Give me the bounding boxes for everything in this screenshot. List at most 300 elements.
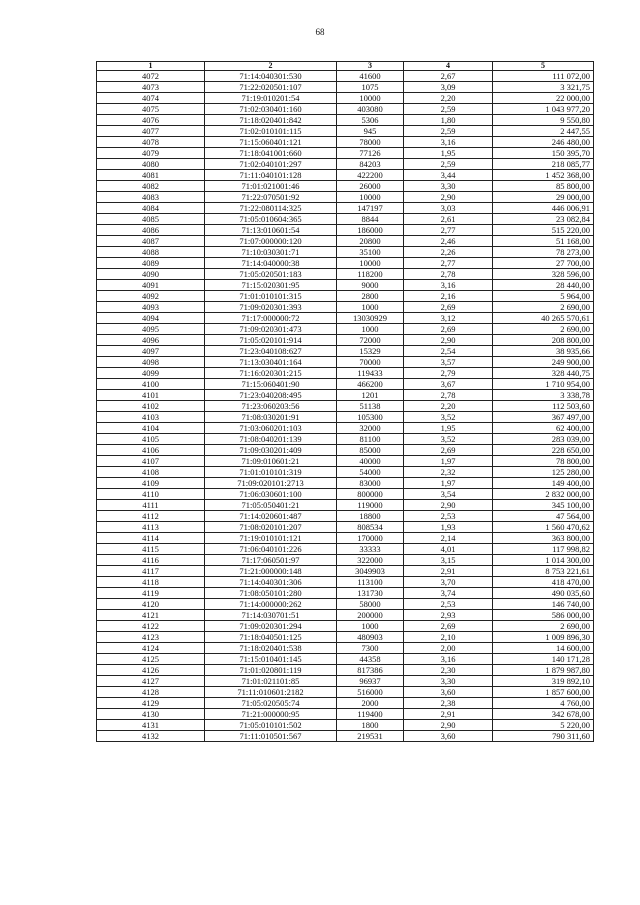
area-cell: 322000 (337, 555, 404, 566)
table-row (97, 434, 594, 445)
rate-cell: 3,09 (404, 82, 493, 93)
rate-cell: 2,90 (404, 192, 493, 203)
area-cell: 70000 (337, 357, 404, 368)
area-cell: 10000 (337, 258, 404, 269)
area-cell: 9000 (337, 280, 404, 291)
amount-cell: 150 395,70 (493, 148, 594, 159)
column-header-1: 1 (97, 62, 205, 71)
rate-cell: 1,97 (404, 456, 493, 467)
amount-cell: 515 220,00 (493, 225, 594, 236)
amount-cell: 446 006,91 (493, 203, 594, 214)
cadastral-number-cell: 71:22:070501:92 (205, 192, 337, 203)
amount-cell: 23 082,84 (493, 214, 594, 225)
rate-cell: 3,57 (404, 357, 493, 368)
table-row (97, 511, 594, 522)
table-row (97, 148, 594, 159)
table-row (97, 489, 594, 500)
area-cell: 119433 (337, 368, 404, 379)
rate-cell: 3,44 (404, 170, 493, 181)
cadastral-number-cell: 71:23:040208:495 (205, 390, 337, 401)
area-cell: 10000 (337, 93, 404, 104)
area-cell: 516000 (337, 687, 404, 698)
row-number-cell: 4077 (97, 126, 205, 137)
table-row (97, 225, 594, 236)
area-cell: 15329 (337, 346, 404, 357)
table-row (97, 599, 594, 610)
table-row (97, 379, 594, 390)
amount-cell: 342 678,00 (493, 709, 594, 720)
rate-cell: 2,53 (404, 511, 493, 522)
row-number-cell: 4109 (97, 478, 205, 489)
cadastral-number-cell: 71:15:010401:145 (205, 654, 337, 665)
rate-cell: 3,12 (404, 313, 493, 324)
rate-cell: 3,52 (404, 434, 493, 445)
table-row (97, 610, 594, 621)
cadastral-number-cell: 71:18:040501:125 (205, 632, 337, 643)
area-cell: 85000 (337, 445, 404, 456)
rate-cell: 2,10 (404, 632, 493, 643)
area-cell: 466200 (337, 379, 404, 390)
page-number: 68 (315, 27, 325, 37)
cadastral-number-cell: 71:08:040201:139 (205, 434, 337, 445)
rate-cell: 1,80 (404, 115, 493, 126)
table-row (97, 302, 594, 313)
cadastral-number-cell: 71:22:020501:107 (205, 82, 337, 93)
rate-cell: 2,78 (404, 390, 493, 401)
rate-cell: 1,95 (404, 148, 493, 159)
amount-cell: 2 690,00 (493, 621, 594, 632)
area-cell: 32000 (337, 423, 404, 434)
cadastral-number-cell: 71:09:020301:393 (205, 302, 337, 313)
cadastral-number-cell: 71:05:020505:74 (205, 698, 337, 709)
area-cell: 44358 (337, 654, 404, 665)
row-number-cell: 4108 (97, 467, 205, 478)
table-row (97, 291, 594, 302)
table-row (97, 247, 594, 258)
row-number-cell: 4111 (97, 500, 205, 511)
table-row (97, 687, 594, 698)
table-row (97, 522, 594, 533)
amount-cell: 40 265 570,61 (493, 313, 594, 324)
row-number-cell: 4115 (97, 544, 205, 555)
area-cell: 1000 (337, 302, 404, 313)
rate-cell: 2,69 (404, 324, 493, 335)
area-cell: 5306 (337, 115, 404, 126)
rate-cell: 3,30 (404, 676, 493, 687)
row-number-cell: 4094 (97, 313, 205, 324)
table-row (97, 566, 594, 577)
table-row (97, 423, 594, 434)
cadastral-number-cell: 71:19:010201:54 (205, 93, 337, 104)
row-number-cell: 4125 (97, 654, 205, 665)
cadastral-number-cell: 71:23:060203:56 (205, 401, 337, 412)
area-cell: 186000 (337, 225, 404, 236)
cadastral-number-cell: 71:09:020301:294 (205, 621, 337, 632)
table-row (97, 236, 594, 247)
area-cell: 10000 (337, 192, 404, 203)
cadastral-number-cell: 71:18:020401:842 (205, 115, 337, 126)
row-number-cell: 4076 (97, 115, 205, 126)
rate-cell: 1,97 (404, 478, 493, 489)
row-number-cell: 4121 (97, 610, 205, 621)
row-number-cell: 4098 (97, 357, 205, 368)
amount-cell: 5 220,00 (493, 720, 594, 731)
rate-cell: 2,20 (404, 401, 493, 412)
cadastral-number-cell: 71:02:010101:115 (205, 126, 337, 137)
row-number-cell: 4122 (97, 621, 205, 632)
area-cell: 13030929 (337, 313, 404, 324)
rate-cell: 2,32 (404, 467, 493, 478)
row-number-cell: 4074 (97, 93, 205, 104)
table-row (97, 467, 594, 478)
cadastral-number-cell: 71:02:030401:160 (205, 104, 337, 115)
cadastral-number-cell: 71:14:020601:487 (205, 511, 337, 522)
row-number-cell: 4104 (97, 423, 205, 434)
table-row (97, 368, 594, 379)
cadastral-number-cell: 71:08:020101:207 (205, 522, 337, 533)
amount-cell: 790 311,60 (493, 731, 594, 742)
row-number-cell: 4131 (97, 720, 205, 731)
table-row (97, 71, 594, 82)
row-number-cell: 4093 (97, 302, 205, 313)
cadastral-number-cell: 71:19:010101:121 (205, 533, 337, 544)
table-row (97, 159, 594, 170)
row-number-cell: 4083 (97, 192, 205, 203)
rate-cell: 3,03 (404, 203, 493, 214)
table-row (97, 346, 594, 357)
rate-cell: 2,30 (404, 665, 493, 676)
rate-cell: 2,00 (404, 643, 493, 654)
row-number-cell: 4126 (97, 665, 205, 676)
row-number-cell: 4128 (97, 687, 205, 698)
row-number-cell: 4102 (97, 401, 205, 412)
rate-cell: 3,54 (404, 489, 493, 500)
rate-cell: 3,16 (404, 137, 493, 148)
data-table (96, 61, 594, 742)
area-cell: 96937 (337, 676, 404, 687)
area-cell: 131730 (337, 588, 404, 599)
cadastral-number-cell: 71:01:020801:119 (205, 665, 337, 676)
cadastral-number-cell: 71:01:021101:85 (205, 676, 337, 687)
amount-cell: 117 998,82 (493, 544, 594, 555)
table-row (97, 170, 594, 181)
area-cell: 26000 (337, 181, 404, 192)
row-number-cell: 4091 (97, 280, 205, 291)
row-number-cell: 4110 (97, 489, 205, 500)
area-cell: 422200 (337, 170, 404, 181)
rate-cell: 1,95 (404, 423, 493, 434)
amount-cell: 283 039,00 (493, 434, 594, 445)
cadastral-number-cell: 71:08:050101:280 (205, 588, 337, 599)
row-number-cell: 4087 (97, 236, 205, 247)
area-cell: 118200 (337, 269, 404, 280)
area-cell: 170000 (337, 533, 404, 544)
amount-cell: 328 596,00 (493, 269, 594, 280)
area-cell: 1201 (337, 390, 404, 401)
area-cell: 113100 (337, 577, 404, 588)
amount-cell: 1 710 954,00 (493, 379, 594, 390)
amount-cell: 208 800,00 (493, 335, 594, 346)
table-row (97, 544, 594, 555)
cadastral-number-cell: 71:11:010601:2182 (205, 687, 337, 698)
rate-cell: 2,77 (404, 258, 493, 269)
row-number-cell: 4099 (97, 368, 205, 379)
rate-cell: 2,59 (404, 104, 493, 115)
rate-cell: 2,38 (404, 698, 493, 709)
row-number-cell: 4112 (97, 511, 205, 522)
amount-cell: 490 035,60 (493, 588, 594, 599)
cadastral-number-cell: 71:05:050401:21 (205, 500, 337, 511)
column-header-3: 3 (337, 62, 404, 71)
area-cell: 119000 (337, 500, 404, 511)
cadastral-number-cell: 71:15:060401:90 (205, 379, 337, 390)
rate-cell: 2,59 (404, 159, 493, 170)
cadastral-number-cell: 71:14:040000:38 (205, 258, 337, 269)
amount-cell: 51 168,00 (493, 236, 594, 247)
area-cell: 7300 (337, 643, 404, 654)
cadastral-number-cell: 71:21:000000:95 (205, 709, 337, 720)
rate-cell: 3,74 (404, 588, 493, 599)
table-row (97, 82, 594, 93)
row-number-cell: 4120 (97, 599, 205, 610)
table-row (97, 115, 594, 126)
cadastral-number-cell: 71:01:010101:315 (205, 291, 337, 302)
amount-cell: 2 690,00 (493, 302, 594, 313)
rate-cell: 3,60 (404, 687, 493, 698)
cadastral-number-cell: 71:09:020301:473 (205, 324, 337, 335)
row-number-cell: 4100 (97, 379, 205, 390)
row-number-cell: 4080 (97, 159, 205, 170)
row-number-cell: 4116 (97, 555, 205, 566)
amount-cell: 4 760,00 (493, 698, 594, 709)
table-row (97, 137, 594, 148)
amount-cell: 111 072,00 (493, 71, 594, 82)
area-cell: 84203 (337, 159, 404, 170)
table-row (97, 214, 594, 225)
area-cell: 219531 (337, 731, 404, 742)
row-number-cell: 4089 (97, 258, 205, 269)
row-number-cell: 4103 (97, 412, 205, 423)
amount-cell: 125 280,00 (493, 467, 594, 478)
cadastral-number-cell: 71:01:021001:46 (205, 181, 337, 192)
area-cell: 1000 (337, 621, 404, 632)
row-number-cell: 4073 (97, 82, 205, 93)
cadastral-number-cell: 71:18:020401:538 (205, 643, 337, 654)
row-number-cell: 4130 (97, 709, 205, 720)
table-row (97, 654, 594, 665)
rate-cell: 3,67 (404, 379, 493, 390)
rate-cell: 2,14 (404, 533, 493, 544)
rate-cell: 2,90 (404, 500, 493, 511)
amount-cell: 1 560 470,62 (493, 522, 594, 533)
amount-cell: 3 338,78 (493, 390, 594, 401)
area-cell: 480903 (337, 632, 404, 643)
cadastral-number-cell: 71:13:010601:54 (205, 225, 337, 236)
table-row (97, 269, 594, 280)
area-cell: 1075 (337, 82, 404, 93)
cadastral-number-cell: 71:15:020301:95 (205, 280, 337, 291)
row-number-cell: 4097 (97, 346, 205, 357)
cadastral-number-cell: 71:14:000000:262 (205, 599, 337, 610)
area-cell: 20800 (337, 236, 404, 247)
row-number-cell: 4117 (97, 566, 205, 577)
rate-cell: 2,16 (404, 291, 493, 302)
area-cell: 40000 (337, 456, 404, 467)
table-row (97, 445, 594, 456)
rate-cell: 2,61 (404, 214, 493, 225)
rate-cell: 2,67 (404, 71, 493, 82)
amount-cell: 218 085,77 (493, 159, 594, 170)
amount-cell: 246 480,00 (493, 137, 594, 148)
table-row (97, 478, 594, 489)
cadastral-number-cell: 71:21:000000:148 (205, 566, 337, 577)
rate-cell: 2,78 (404, 269, 493, 280)
row-number-cell: 4095 (97, 324, 205, 335)
area-cell: 1800 (337, 720, 404, 731)
cadastral-number-cell: 71:11:040101:128 (205, 170, 337, 181)
amount-cell: 328 440,75 (493, 368, 594, 379)
row-number-cell: 4096 (97, 335, 205, 346)
amount-cell: 8 753 221,61 (493, 566, 594, 577)
area-cell: 18800 (337, 511, 404, 522)
amount-cell: 586 000,00 (493, 610, 594, 621)
rate-cell: 2,46 (404, 236, 493, 247)
area-cell: 8844 (337, 214, 404, 225)
rate-cell: 2,91 (404, 566, 493, 577)
amount-cell: 363 800,00 (493, 533, 594, 544)
cadastral-number-cell: 71:23:040108:627 (205, 346, 337, 357)
table-row (97, 104, 594, 115)
area-cell: 72000 (337, 335, 404, 346)
amount-cell: 1 043 977,20 (493, 104, 594, 115)
cadastral-number-cell: 71:18:041001:660 (205, 148, 337, 159)
cadastral-number-cell: 71:17:000000:72 (205, 313, 337, 324)
area-cell: 41600 (337, 71, 404, 82)
table-row (97, 203, 594, 214)
cadastral-number-cell: 71:11:010501:567 (205, 731, 337, 742)
area-cell: 78000 (337, 137, 404, 148)
row-number-cell: 4075 (97, 104, 205, 115)
amount-cell: 1 452 368,00 (493, 170, 594, 181)
cadastral-number-cell: 71:14:040301:306 (205, 577, 337, 588)
row-number-cell: 4127 (97, 676, 205, 687)
rate-cell: 4,01 (404, 544, 493, 555)
table-row (97, 258, 594, 269)
amount-cell: 345 100,00 (493, 500, 594, 511)
area-cell: 105300 (337, 412, 404, 423)
table-row (97, 456, 594, 467)
table-row (97, 126, 594, 137)
rate-cell: 2,91 (404, 709, 493, 720)
table-row (97, 390, 594, 401)
area-cell: 35100 (337, 247, 404, 258)
area-cell: 808534 (337, 522, 404, 533)
amount-cell: 38 935,66 (493, 346, 594, 357)
table-header (97, 62, 594, 71)
amount-cell: 367 497,00 (493, 412, 594, 423)
area-cell: 2000 (337, 698, 404, 709)
rate-cell: 2,54 (404, 346, 493, 357)
row-number-cell: 4079 (97, 148, 205, 159)
table-row (97, 720, 594, 731)
rate-cell: 2,53 (404, 599, 493, 610)
table-row (97, 357, 594, 368)
row-number-cell: 4118 (97, 577, 205, 588)
amount-cell: 22 000,00 (493, 93, 594, 104)
area-cell: 403080 (337, 104, 404, 115)
row-number-cell: 4081 (97, 170, 205, 181)
column-header-5: 5 (493, 62, 594, 71)
amount-cell: 2 832 000,00 (493, 489, 594, 500)
amount-cell: 418 470,00 (493, 577, 594, 588)
rate-cell: 2,77 (404, 225, 493, 236)
cadastral-number-cell: 71:03:060201:103 (205, 423, 337, 434)
amount-cell: 1 009 896,30 (493, 632, 594, 643)
amount-cell: 149 400,00 (493, 478, 594, 489)
table-row (97, 698, 594, 709)
table-row (97, 181, 594, 192)
area-cell: 1000 (337, 324, 404, 335)
table-row (97, 555, 594, 566)
table-row (97, 577, 594, 588)
cadastral-number-cell: 71:02:040101:297 (205, 159, 337, 170)
amount-cell: 62 400,00 (493, 423, 594, 434)
amount-cell: 249 900,00 (493, 357, 594, 368)
cadastral-number-cell: 71:14:030701:51 (205, 610, 337, 621)
table-row (97, 280, 594, 291)
table-row (97, 324, 594, 335)
row-number-cell: 4084 (97, 203, 205, 214)
rate-cell: 2,69 (404, 621, 493, 632)
row-number-cell: 4090 (97, 269, 205, 280)
amount-cell: 78 800,00 (493, 456, 594, 467)
amount-cell: 28 440,00 (493, 280, 594, 291)
cadastral-number-cell: 71:05:020101:914 (205, 335, 337, 346)
rate-cell: 2,69 (404, 445, 493, 456)
amount-cell: 9 550,80 (493, 115, 594, 126)
area-cell: 58000 (337, 599, 404, 610)
row-number-cell: 4082 (97, 181, 205, 192)
amount-cell: 2 447,55 (493, 126, 594, 137)
area-cell: 77126 (337, 148, 404, 159)
table-row (97, 676, 594, 687)
row-number-cell: 4114 (97, 533, 205, 544)
row-number-cell: 4119 (97, 588, 205, 599)
row-number-cell: 4088 (97, 247, 205, 258)
rate-cell: 2,20 (404, 93, 493, 104)
cadastral-number-cell: 71:16:020301:215 (205, 368, 337, 379)
rate-cell: 1,93 (404, 522, 493, 533)
area-cell: 81100 (337, 434, 404, 445)
amount-cell: 319 892,10 (493, 676, 594, 687)
cadastral-number-cell: 71:09:030201:409 (205, 445, 337, 456)
amount-cell: 3 321,75 (493, 82, 594, 93)
table-row (97, 412, 594, 423)
row-number-cell: 4123 (97, 632, 205, 643)
rate-cell: 2,69 (404, 302, 493, 313)
area-cell: 2800 (337, 291, 404, 302)
table-row (97, 500, 594, 511)
column-header-2: 2 (205, 62, 337, 71)
amount-cell: 78 273,00 (493, 247, 594, 258)
cadastral-number-cell: 71:14:040301:530 (205, 71, 337, 82)
table-row (97, 632, 594, 643)
rate-cell: 3,16 (404, 654, 493, 665)
cadastral-number-cell: 71:05:010604:365 (205, 214, 337, 225)
rate-cell: 3,60 (404, 731, 493, 742)
rate-cell: 2,90 (404, 720, 493, 731)
row-number-cell: 4124 (97, 643, 205, 654)
